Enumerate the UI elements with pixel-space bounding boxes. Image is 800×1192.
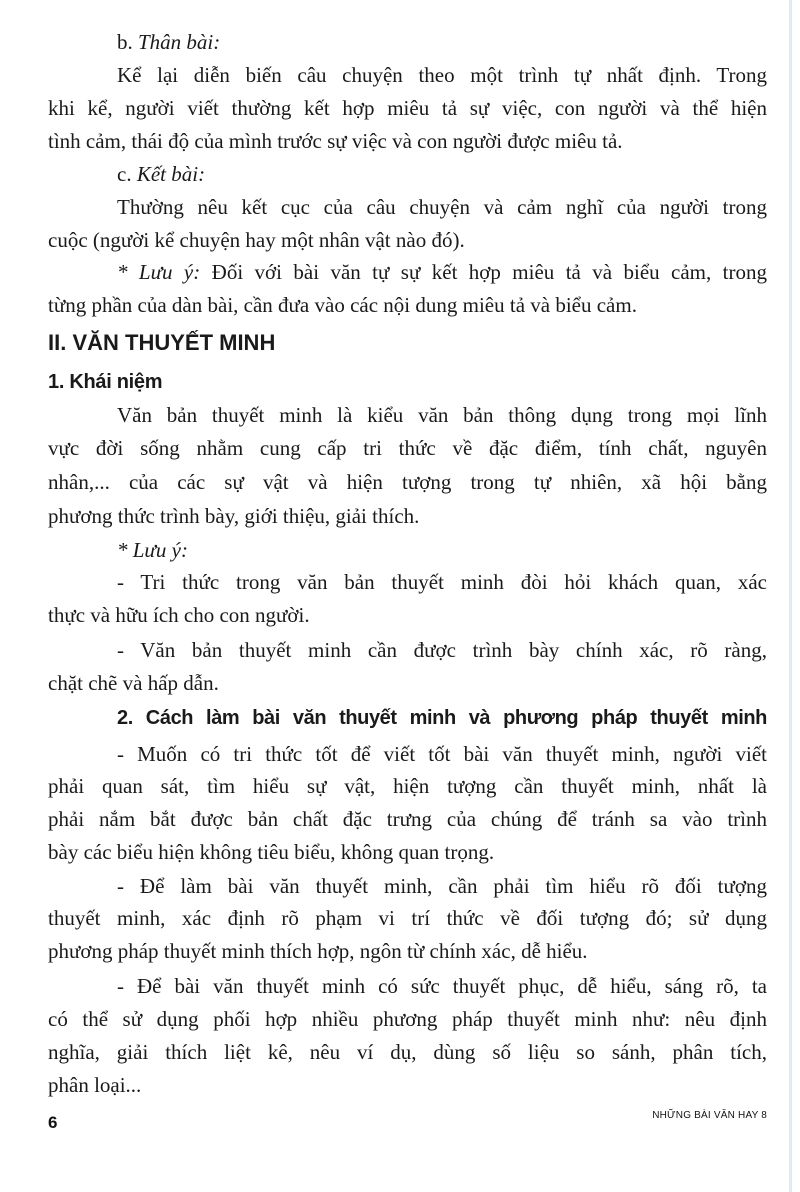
text-segment: - Tri thức trong văn bản thuyết minh đòi hỏi khách quan, xác: [117, 570, 767, 594]
running-footer-title: NHỮNG BÀI VĂN HAY 8: [652, 1110, 767, 1121]
section-heading: [117, 703, 767, 733]
text-line: [48, 804, 767, 834]
text-segment: - Văn bản thuyết minh cần được trình bày chính xác, rõ ràng,: [117, 638, 767, 662]
italic-label: Thân bài:: [138, 30, 221, 54]
italic-label: * Lưu ý:: [117, 260, 201, 284]
text-segment: b.: [117, 30, 138, 54]
text-segment: 1. Khái niệm: [48, 371, 163, 393]
page-edge: [789, 0, 792, 1192]
text-line: [48, 126, 767, 156]
text-line: [117, 159, 767, 189]
text-line: [117, 257, 767, 287]
text-line: [117, 871, 767, 901]
text-segment: bày các biểu hiện không tiêu biểu, không quan trọng.: [48, 840, 495, 864]
text-line: [48, 93, 767, 123]
text-line: [48, 467, 767, 497]
text-segment: thuyết minh, xác định rõ phạm vi trí thức về đối tượng đó; sử dụng: [48, 906, 767, 930]
text-line: [48, 1004, 767, 1034]
text-segment: 2. Cách làm bài văn thuyết minh và phương pháp thuyết minh: [117, 707, 767, 729]
text-segment: Đối với bài văn tự sự kết hợp miêu tả và biểu cảm, trong: [200, 260, 767, 284]
text-line: [117, 739, 767, 769]
text-line: [48, 501, 767, 531]
text-segment: II. VĂN THUYẾT MINH: [48, 330, 276, 355]
text-line: [48, 225, 767, 255]
text-segment: - Muốn có tri thức tốt để viết tốt bài văn thuyết minh, người viết: [117, 742, 767, 766]
text-line: [48, 668, 767, 698]
text-segment: c.: [117, 162, 137, 186]
text-segment: nhân,... của các sự vật và hiện tượng trong tự nhiên, xã hội bằng: [48, 470, 767, 494]
text-line: [48, 903, 767, 933]
text-segment: nghĩa, giải thích liệt kê, nêu ví dụ, dùng số liệu so sánh, phân tích,: [48, 1040, 767, 1064]
text-segment: - Để làm bài văn thuyết minh, cần phải tìm hiểu rõ đối tượng: [117, 874, 767, 898]
text-line: [117, 535, 767, 565]
text-segment: Văn bản thuyết minh là kiểu văn bản thông dụng trong mọi lĩnh: [117, 403, 767, 427]
text-segment: phương thức trình bày, giới thiệu, giải thích.: [48, 504, 420, 528]
text-segment: tình cảm, thái độ của mình trước sự việc và con người được miêu tả.: [48, 129, 623, 153]
text-segment: chặt chẽ và hấp dẫn.: [48, 671, 219, 695]
text-line: [117, 60, 767, 90]
text-segment: vực đời sống nhằm cung cấp tri thức về đặc điểm, tính chất, nguyên: [48, 436, 767, 460]
section-heading: [48, 367, 767, 397]
text-line: [48, 1070, 767, 1100]
text-line: [117, 400, 767, 430]
text-line: [117, 192, 767, 222]
text-segment: phân loại...: [48, 1073, 142, 1097]
text-line: [48, 1037, 767, 1067]
text-segment: khi kể, người viết thường kết hợp miêu tả sự việc, con người và thể hiện: [48, 96, 767, 120]
text-line: [48, 837, 767, 867]
text-line: [48, 433, 767, 463]
text-segment: cuộc (người kể chuyện hay một nhân vật nào đó).: [48, 228, 465, 252]
text-line: [117, 27, 767, 57]
text-segment: phương pháp thuyết minh thích hợp, ngôn từ chính xác, dễ hiểu.: [48, 939, 588, 963]
text-segment: phải nắm bắt được bản chất đặc trưng của chúng để tránh sa vào trình: [48, 807, 767, 831]
text-segment: Kể lại diễn biến câu chuyện theo một trình tự nhất định. Trong: [117, 63, 767, 87]
text-line: [48, 936, 767, 966]
page-number: 6: [48, 1113, 58, 1132]
text-line: [117, 971, 767, 1001]
italic-label: * Lưu ý:: [117, 538, 188, 562]
text-segment: thực và hữu ích cho con người.: [48, 603, 310, 627]
text-line: [48, 771, 767, 801]
text-segment: Thường nêu kết cục của câu chuyện và cảm nghĩ của người trong: [117, 195, 767, 219]
italic-label: Kết bài:: [136, 162, 206, 186]
text-line: [48, 290, 767, 320]
section-heading: [48, 328, 767, 358]
text-segment: - Để bài văn thuyết minh có sức thuyết phục, dễ hiểu, sáng rõ, ta: [117, 974, 767, 998]
text-segment: phải quan sát, tìm hiểu sự vật, hiện tượng cần thuyết minh, nhất là: [48, 774, 767, 798]
text-segment: có thể sử dụng phối hợp nhiều phương pháp thuyết minh như: nêu định: [48, 1007, 767, 1031]
text-line: [117, 567, 767, 597]
text-line: [117, 635, 767, 665]
text-line: [48, 600, 767, 630]
text-segment: từng phần của dàn bài, cần đưa vào các nội dung miêu tả và biểu cảm.: [48, 293, 637, 317]
